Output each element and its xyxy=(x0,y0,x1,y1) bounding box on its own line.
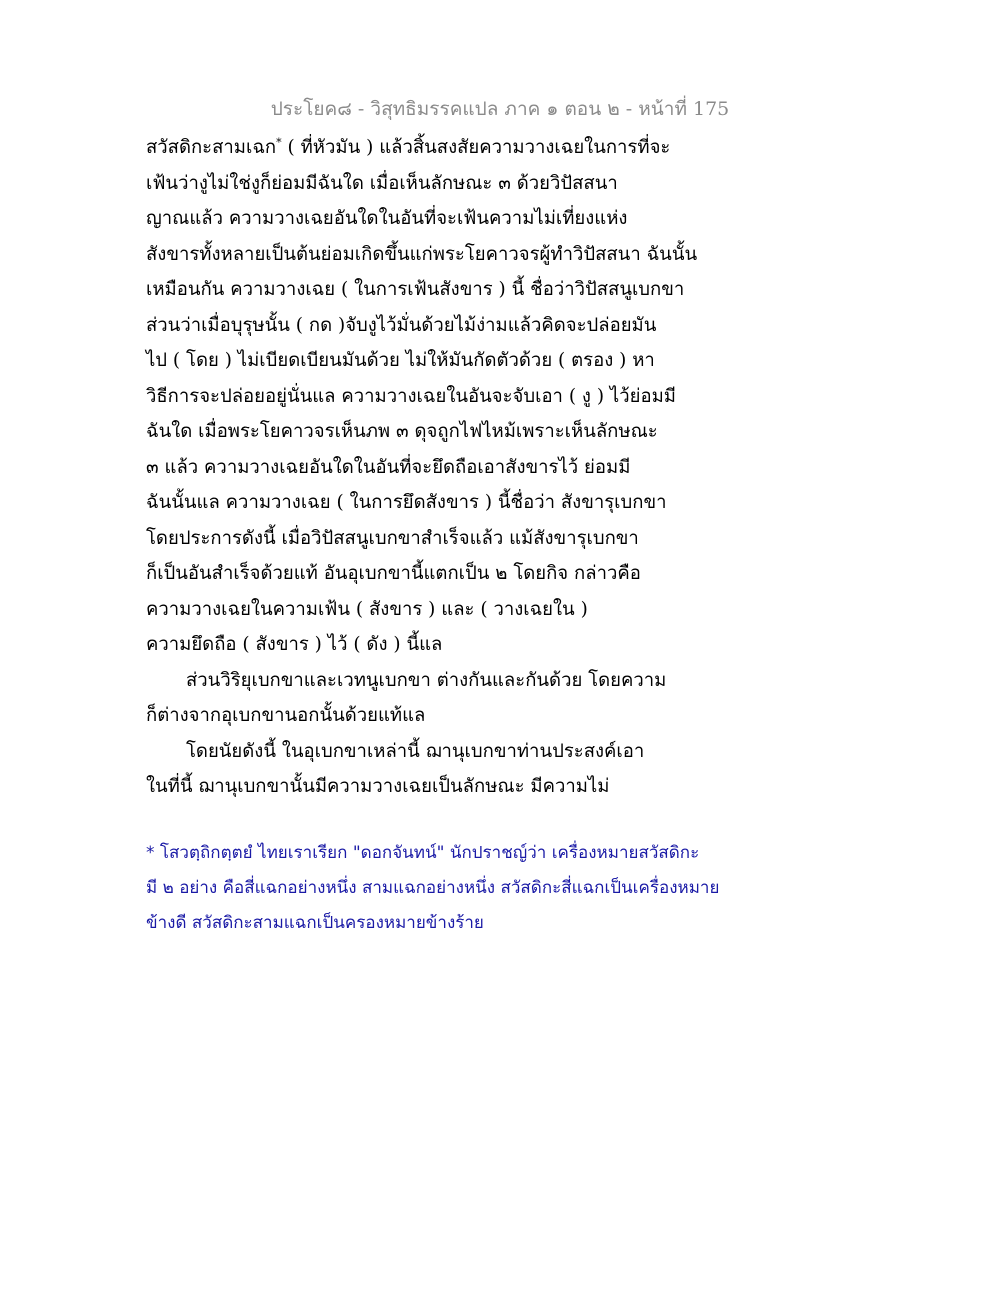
body-line: ในที่นี้ ฌานุเบกขานั้นมีความวางเฉยเป็นลักษณะ มีความไม่ xyxy=(146,776,610,797)
body-line: วิธีการจะปล่อยอยู่นั่นแล ความวางเฉยในอันจะจับเอา ( งู ) ไว้ย่อมมี xyxy=(146,385,676,407)
body-line: ฉันนั้นแล ความวางเฉย ( ในการยึดสังขาร ) นี้ชื่อว่า สังขารุเบกขา xyxy=(146,492,667,513)
footnote-line: มี ๒ อย่าง คือสี่แฉกอย่างหนึ่ง สามแฉกอย่างหนึ่ง สวัสดิกะสี่แฉกเป็นเครื่องหมาย xyxy=(146,878,720,898)
footnote-line: * โสวตฺถิกตฺตยํ ไทยเราเรียก "ดอกจันทน์" นักปราชญ์ว่า เครื่องหมายสวัสดิกะ xyxy=(146,843,700,863)
body-line: ฉันใด เมื่อพระโยคาวจรเห็นภพ ๓ ดุจถูกไฟไหม้เพราะเห็นลักษณะ xyxy=(146,421,658,442)
body-line: เหมือนกัน ความวางเฉย ( ในการเฟ้นสังขาร ) นี้ ชื่อว่าวิปัสสนูเบกขา xyxy=(146,279,685,300)
footnote-reference-mark[interactable]: * xyxy=(276,135,282,149)
body-line: ความวางเฉยในความเฟ้น ( สังขาร ) และ ( วางเฉยใน ) xyxy=(146,598,588,620)
body-line: ๓ แล้ว ความวางเฉยอันใดในอันที่จะยึดถือเอาสังขารไว้ ย่อมมี xyxy=(146,456,631,478)
body-text xyxy=(146,130,846,805)
body-line: ส่วนว่าเมื่อบุรุษนั้น ( กด )จับงูไว้มั่นด้วยไม้ง่ามแล้วคิดจะปล่อยมัน xyxy=(146,314,657,336)
body-line: ก็ต่างจากอุเบกขานอกนั้นด้วยแท้แล xyxy=(146,705,426,726)
body-line xyxy=(146,130,846,166)
footnote-line: ข้างดี สวัสดิกะสามแฉกเป็นครองหมายข้างร้าย xyxy=(146,913,484,933)
body-line-start: สวัสดิกะสามเฉก xyxy=(146,137,277,158)
body-line: ก็เป็นอันสำเร็จด้วยแท้ อันอุเบกขานี้แตกเป็น ๒ โดยกิจ กล่าวคือ xyxy=(146,563,641,584)
paragraph-start-line: ส่วนวิริยุเบกขาและเวทนูเบกขา ต่างกันและกันด้วย โดยความ xyxy=(186,669,667,691)
body-line: สังขารทั้งหลายเป็นต้นย่อมเกิดขึ้นแก่พระโยคาวจรผู้ทำวิปัสสนา ฉันนั้น xyxy=(146,243,698,265)
body-line: โดยประการดังนี้ เมื่อวิปัสสนูเบกขาสำเร็จแล้ว แม้สังขารุเบกขา xyxy=(146,527,639,549)
body-line: เฟ้นว่างูไม่ใช่งูก็ย่อมมีฉันใด เมื่อเห็นลักษณะ ๓ ด้วยวิปัสสนา xyxy=(146,172,618,194)
body-line: ญาณแล้ว ความวางเฉยอันใดในอันที่จะเฟ้นความไม่เที่ยงแห่ง xyxy=(146,208,628,229)
page-header: ประโยค๘ - วิสุทธิมรรคแปล ภาค ๑ ตอน ๒ - หน้าที่ 175 xyxy=(270,98,730,120)
paragraph-start-line: โดยนัยดังนี้ ในอุเบกขาเหล่านี้ ฌานุเบกขาท่านประสงค์เอา xyxy=(186,740,645,762)
footnote xyxy=(146,836,866,941)
body-line-rest: ( ที่หัวมัน ) แล้วสิ้นสงสัยความวางเฉยในการที่จะ xyxy=(281,137,671,158)
body-line: ความยึดถือ ( สังขาร ) ไว้ ( ดัง ) นี้แล xyxy=(146,634,443,655)
body-line: ไป ( โดย ) ไม่เบียดเบียนมันด้วย ไม่ให้มันกัดตัวด้วย ( ตรอง ) หา xyxy=(146,350,655,371)
